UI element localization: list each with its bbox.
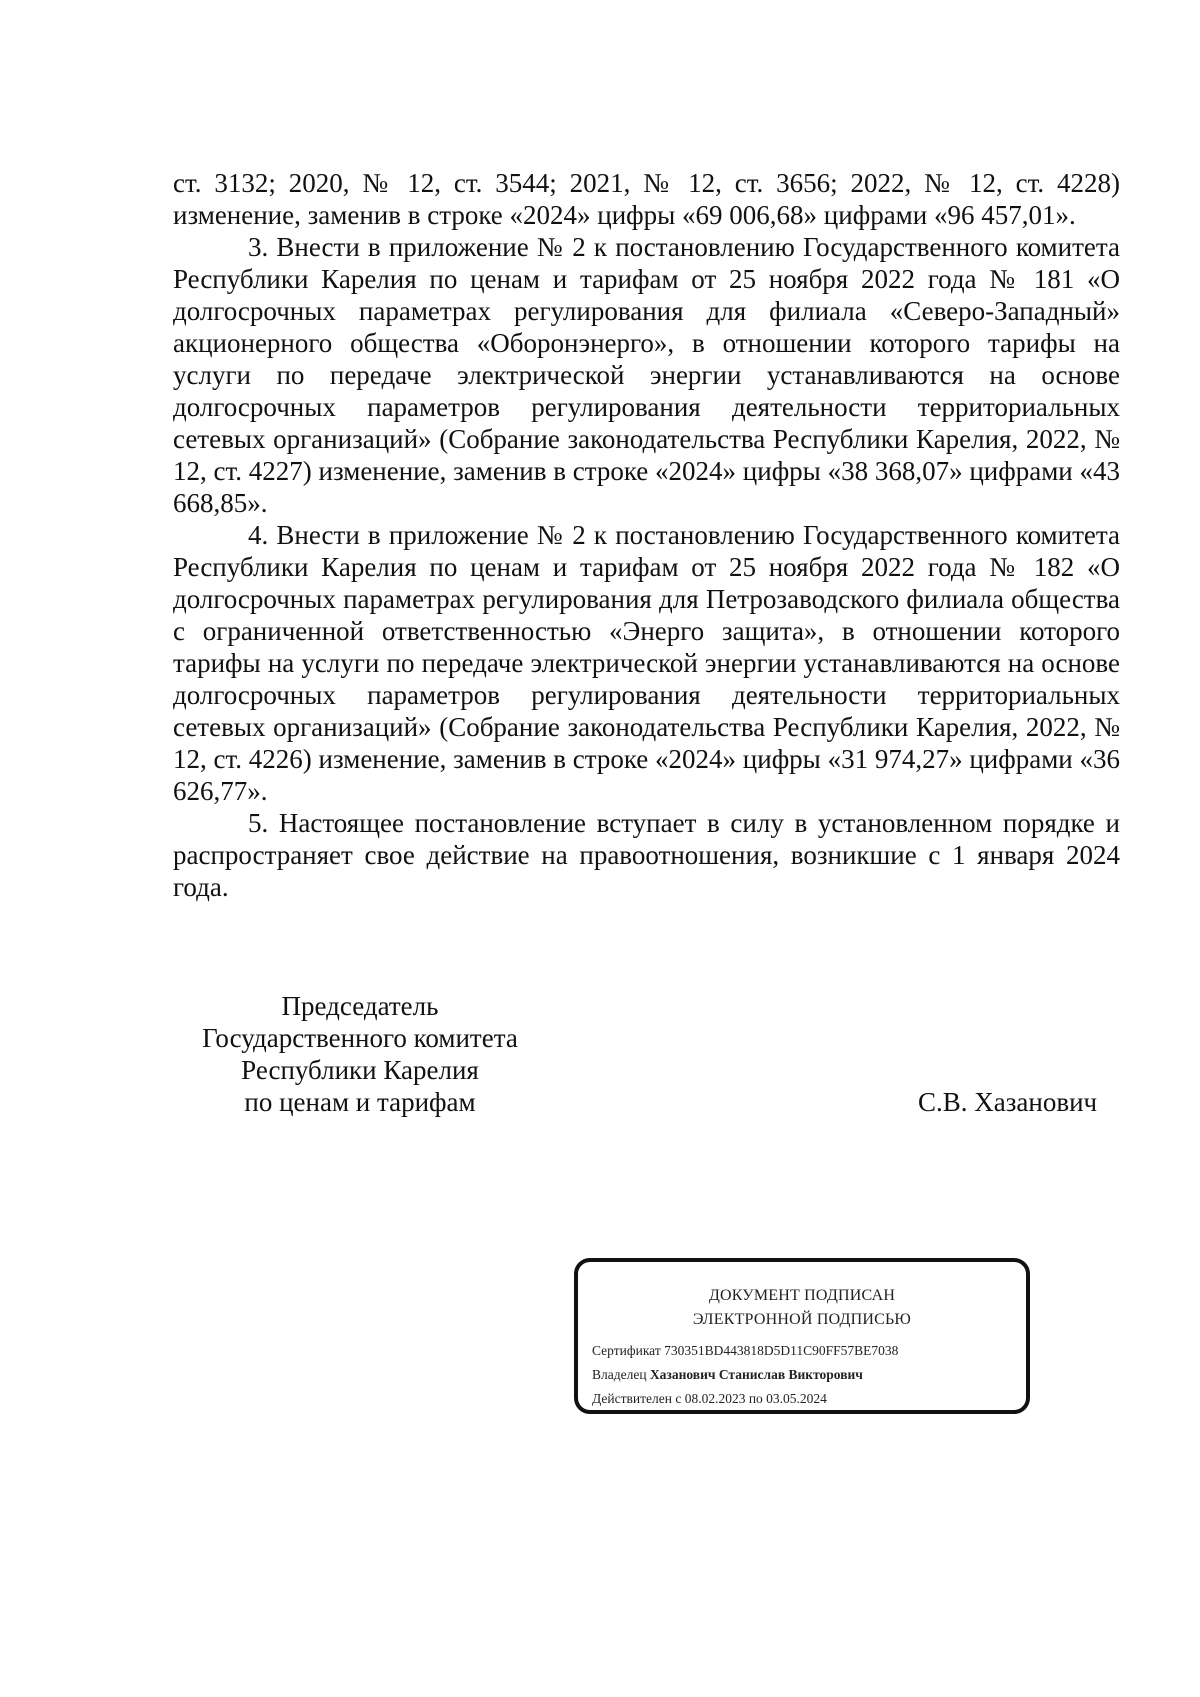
validity-from-label: с xyxy=(675,1391,682,1406)
validity-to-date: 03.05.2024 xyxy=(766,1391,827,1406)
signatory-position-line: Председатель xyxy=(281,991,439,1021)
certificate-value: 730351BD443818D5D11C90FF57BE7038 xyxy=(664,1343,899,1358)
owner-value: Хазанович Станислав Викторович xyxy=(649,1367,863,1382)
paragraph-item-5: 5. Настоящее постановление вступает в силу в установленном порядке и распространяет свое действие на правоотношения, возникшие с 1 января 2024 года. xyxy=(173,808,1120,902)
document-body xyxy=(173,167,1120,903)
stamp-heading-line-1: ДОКУМЕНТ ПОДПИСАН xyxy=(708,1287,896,1304)
stamp-validity-row xyxy=(592,1390,827,1408)
stamp-heading xyxy=(578,1284,1026,1332)
stamp-certificate-row xyxy=(592,1342,898,1360)
paragraph-item-3: 3. Внести в приложение № 2 к постановлению Государственного комитета Республики Карелия по ценам и тарифам от 25 ноября 2022 года № 181 «О долгосрочных параметрах регулирования для филиала «Северо-Западный» акционерного общества «Оборонэнерго», в отношении которого тарифы на услуги по передаче электрической энергии устанавливаются на основе долгосрочных параметров регулирования деятельности территориальных сетевых организаций» (Собрание законодательства Республики Карелия, 2022, № 12, ст. 4227) изменение, заменив в строке «2024» цифры «38 368,07» цифрами «43 668,85». xyxy=(173,232,1120,518)
validity-label: Действителен xyxy=(592,1391,672,1406)
electronic-signature-stamp xyxy=(574,1258,1030,1414)
signatory-position-line: по ценам и тарифам xyxy=(244,1087,476,1117)
certificate-label: Сертификат xyxy=(592,1343,661,1358)
paragraph-item-4: 4. Внести в приложение № 2 к постановлению Государственного комитета Республики Карелия по ценам и тарифам от 25 ноября 2022 года № 182 «О долгосрочных параметрах регулирования для Петрозаводского филиала общества с ограниченной ответственностью «Энерго защита», в отношении которого тарифы на услуги по передаче электрической энергии устанавливаются на основе долгосрочных параметров регулирования деятельности территориальных сетевых организаций» (Собрание законодательства Республики Карелия, 2022, № 12, ст. 4226) изменение, заменив в строке «2024» цифры «31 974,27» цифрами «36 626,77». xyxy=(173,520,1120,806)
validity-from-date: 08.02.2023 xyxy=(684,1391,746,1406)
validity-to-label: по xyxy=(748,1391,763,1406)
signatory-position xyxy=(180,990,540,1118)
stamp-owner-row xyxy=(592,1366,863,1384)
stamp-heading-line-2: ЭЛЕКТРОННОЙ ПОДПИСЬЮ xyxy=(692,1311,912,1328)
signatory-position-line: Республики Карелия xyxy=(241,1055,479,1085)
paragraph-continuation: ст. 3132; 2020, № 12, ст. 3544; 2021, № 12, ст. 3656; 2022, № 12, ст. 4228) изменение, заменив в строке «2024» цифры «69 006,68» цифрами «96 457,01». xyxy=(173,168,1120,230)
signatory-position-line: Государственного комитета xyxy=(202,1023,518,1053)
signatory-name: С.В. Хазанович xyxy=(918,1087,1098,1117)
owner-label: Владелец xyxy=(592,1367,647,1382)
